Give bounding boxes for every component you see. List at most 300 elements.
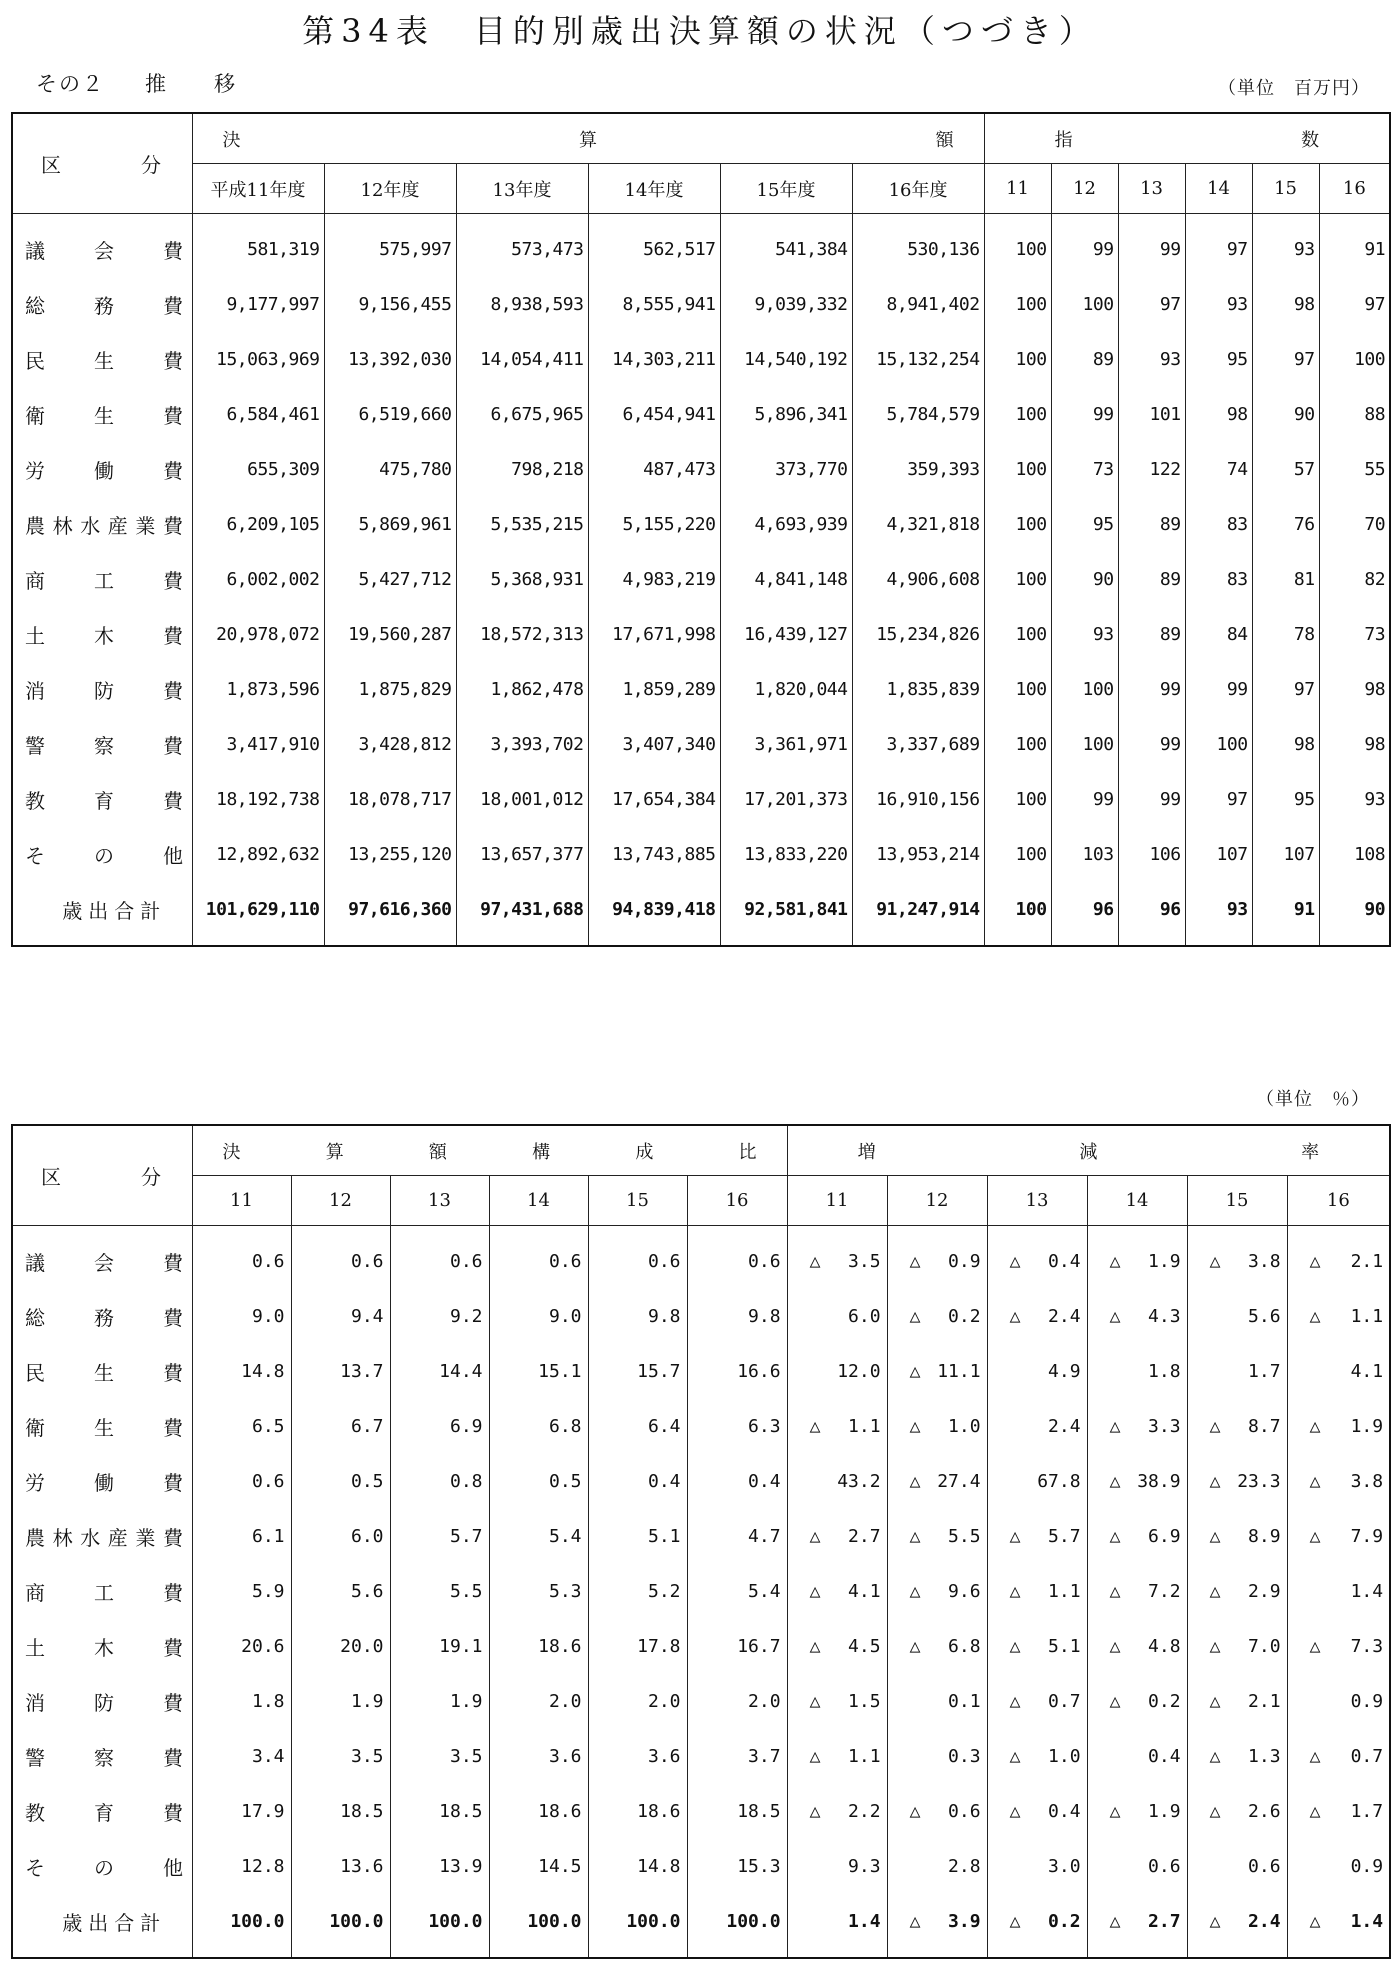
decrease-triangle-mark: △ (1009, 1306, 1021, 1327)
amount-cell: 13,657,377 (456, 827, 588, 882)
rate-value: 11.1 (937, 1361, 981, 1382)
ratio-cell: 0.6 (192, 1454, 291, 1509)
rate-value: 4.5 (848, 1636, 881, 1657)
index-cell: 83 (1185, 497, 1252, 552)
decrease-triangle-mark: △ (1109, 1471, 1121, 1492)
ratio-cell: 3.5 (291, 1729, 390, 1784)
amount-cell: 94,839,418 (588, 882, 720, 946)
amount-cell: 16,910,156 (852, 772, 984, 827)
table-row (12, 1564, 1390, 1619)
index-cell: 97 (1319, 277, 1390, 332)
ratio-cell: 6.7 (291, 1399, 390, 1454)
ratio-cell: 9.8 (588, 1289, 687, 1344)
ratio-cell: 0.6 (687, 1226, 787, 1290)
decrease-triangle-mark: △ (1109, 1306, 1121, 1327)
rate-cell (787, 1509, 887, 1564)
rate-cell (787, 1894, 887, 1958)
amount-cell: 5,869,961 (324, 497, 456, 552)
rate-cell (987, 1784, 1087, 1839)
row-label (12, 1289, 192, 1344)
row-label-text: 労働費 (25, 459, 183, 483)
rate-value: 7.0 (1248, 1636, 1281, 1657)
index-cell: 76 (1252, 497, 1319, 552)
table-row (12, 497, 1390, 552)
ratio-cell: 4.7 (687, 1509, 787, 1564)
index-cell: 97 (1185, 772, 1252, 827)
rate-value: 0.4 (1048, 1251, 1081, 1272)
year-header: 14年度 (588, 164, 720, 214)
row-label-text: 衛生費 (25, 1416, 183, 1440)
subtitle (36, 68, 237, 98)
rate-value: 1.3 (1248, 1746, 1281, 1767)
table-row (12, 214, 1390, 278)
ratio-cell: 6.1 (192, 1509, 291, 1564)
ratio-cell: 16.6 (687, 1344, 787, 1399)
decrease-triangle-mark: △ (1209, 1691, 1221, 1712)
rate-group-char: 減 (1079, 1141, 1098, 1163)
ratio-cell: 6.8 (489, 1399, 588, 1454)
decrease-triangle-mark: △ (1109, 1416, 1121, 1437)
index-cell: 93 (1319, 772, 1390, 827)
ratio-cell: 0.4 (588, 1454, 687, 1509)
rate-value: 1.9 (1148, 1801, 1181, 1822)
decrease-triangle-mark: △ (1209, 1471, 1221, 1492)
year-header: 13年度 (456, 164, 588, 214)
amount-cell: 17,201,373 (720, 772, 852, 827)
row-label (12, 552, 192, 607)
rate-value: 0.4 (1048, 1801, 1081, 1822)
ratio-cell: 100.0 (291, 1894, 390, 1958)
ratio-cell: 0.5 (291, 1454, 390, 1509)
row-label-text: 労働費 (25, 1471, 183, 1495)
index-cell: 82 (1319, 552, 1390, 607)
rate-cell (1087, 1619, 1187, 1674)
decrease-triangle-mark: △ (909, 1911, 921, 1932)
ratio-cell: 9.8 (687, 1289, 787, 1344)
decrease-triangle-mark: △ (1009, 1581, 1021, 1602)
page-title: 第34表 目的別歳出決算額の状況（つづき） (302, 12, 1098, 50)
rate-value: 2.6 (1248, 1801, 1281, 1822)
table-row (12, 1784, 1390, 1839)
amount-cell: 8,555,941 (588, 277, 720, 332)
rate-value: 23.3 (1237, 1471, 1281, 1492)
rate-value: 4.1 (848, 1581, 881, 1602)
ratio-group-char: 算 (325, 1141, 344, 1163)
row-label (12, 387, 192, 442)
decrease-triangle-mark: △ (1009, 1801, 1021, 1822)
rate-cell (1187, 1226, 1287, 1290)
index-cell: 97 (1252, 662, 1319, 717)
table-row (12, 1839, 1390, 1894)
row-label (12, 1839, 192, 1894)
decrease-triangle-mark: △ (909, 1636, 921, 1657)
index-cell: 100 (984, 662, 1051, 717)
index-cell: 96 (1118, 882, 1185, 946)
amount-cell: 20,978,072 (192, 607, 324, 662)
rate-value: 0.9 (948, 1251, 981, 1272)
row-label-text: 総務費 (25, 1306, 183, 1330)
index-cell: 88 (1319, 387, 1390, 442)
index-cell: 97 (1118, 277, 1185, 332)
rate-cell (787, 1784, 887, 1839)
rate-value: 2.4 (1048, 1416, 1081, 1437)
rate-value: 4.8 (1148, 1636, 1181, 1657)
amount-cell: 4,983,219 (588, 552, 720, 607)
rate-group-char: 率 (1301, 1141, 1320, 1163)
table-row (12, 1399, 1390, 1454)
amount-cell: 3,407,340 (588, 717, 720, 772)
index-cell: 95 (1252, 772, 1319, 827)
ratio-group-char: 決 (222, 1141, 241, 1163)
decrease-triangle-mark: △ (1109, 1691, 1121, 1712)
rate-value: 1.9 (1350, 1416, 1384, 1437)
ratio-cell: 13.6 (291, 1839, 390, 1894)
ratio-cell: 5.1 (588, 1509, 687, 1564)
year-header: 12年度 (324, 164, 456, 214)
amount-cell: 3,428,812 (324, 717, 456, 772)
amount-cell: 655,309 (192, 442, 324, 497)
table-row (12, 1509, 1390, 1564)
ratio-cell: 15.1 (489, 1344, 588, 1399)
amount-cell: 101,629,110 (192, 882, 324, 946)
index-cell: 99 (1118, 214, 1185, 278)
rate-cell (787, 1289, 887, 1344)
amount-cell: 13,833,220 (720, 827, 852, 882)
amount-cell: 13,953,214 (852, 827, 984, 882)
decrease-triangle-mark: △ (1009, 1911, 1021, 1932)
table-row (12, 717, 1390, 772)
rate-value: 43.2 (837, 1471, 881, 1492)
rate-cell (987, 1454, 1087, 1509)
rate-cell (1187, 1509, 1287, 1564)
rate-year-header: 11 (787, 1176, 887, 1226)
row-label (12, 1894, 192, 1958)
rate-cell (787, 1344, 887, 1399)
ratio-cell: 6.9 (390, 1399, 489, 1454)
amount-cell: 3,393,702 (456, 717, 588, 772)
table-row (12, 1344, 1390, 1399)
decrease-triangle-mark: △ (1109, 1581, 1121, 1602)
ratio-cell: 9.0 (192, 1289, 291, 1344)
row-label (12, 277, 192, 332)
ratio-cell: 1.8 (192, 1674, 291, 1729)
amount-cell: 13,743,885 (588, 827, 720, 882)
ratio-cell: 18.6 (489, 1619, 588, 1674)
index-cell: 90 (1319, 882, 1390, 946)
ratio-cell: 6.3 (687, 1399, 787, 1454)
index-cell: 73 (1051, 442, 1118, 497)
index-cell: 57 (1252, 442, 1319, 497)
ratio-cell: 18.5 (291, 1784, 390, 1839)
amount-cell: 5,155,220 (588, 497, 720, 552)
rate-cell (1287, 1894, 1390, 1958)
row-label (12, 1729, 192, 1784)
decrease-triangle-mark: △ (1309, 1471, 1321, 1492)
ratio-cell: 18.6 (588, 1784, 687, 1839)
rate-cell (1187, 1344, 1287, 1399)
index-cell: 100 (1051, 277, 1118, 332)
rate-group-char: 増 (857, 1141, 876, 1163)
ratio-cell: 14.5 (489, 1839, 588, 1894)
row-label-text: 教育費 (25, 1801, 183, 1825)
rate-value: 1.4 (848, 1911, 881, 1932)
index-cell: 70 (1319, 497, 1390, 552)
rate-value: 1.7 (1248, 1361, 1281, 1382)
amount-cell: 798,218 (456, 442, 588, 497)
table-row (12, 1729, 1390, 1784)
rate-value: 0.6 (1148, 1856, 1181, 1877)
rate-cell (1187, 1619, 1287, 1674)
ratio-cell: 17.9 (192, 1784, 291, 1839)
amount-cell: 1,835,839 (852, 662, 984, 717)
amount-cell: 4,321,818 (852, 497, 984, 552)
ratio-cell: 5.9 (192, 1564, 291, 1619)
rate-cell (787, 1729, 887, 1784)
amount-group-char: 額 (935, 129, 954, 151)
total-row (12, 1894, 1390, 1958)
row-label-text: 商工費 (25, 569, 183, 593)
index-cell: 100 (984, 827, 1051, 882)
index-cell: 101 (1118, 387, 1185, 442)
decrease-triangle-mark: △ (1009, 1746, 1021, 1767)
row-label (12, 827, 192, 882)
row-label (12, 442, 192, 497)
decrease-triangle-mark: △ (1309, 1801, 1321, 1822)
index-cell: 107 (1252, 827, 1319, 882)
ratio-cell: 17.8 (588, 1619, 687, 1674)
rate-cell (1087, 1344, 1187, 1399)
decrease-triangle-mark: △ (809, 1581, 821, 1602)
rate-cell (1187, 1564, 1287, 1619)
subtitle-name: 推 移 (145, 72, 237, 96)
decrease-triangle-mark: △ (1209, 1416, 1221, 1437)
amount-cell: 9,156,455 (324, 277, 456, 332)
rate-year-header: 16 (1287, 1176, 1390, 1226)
index-cell: 89 (1118, 607, 1185, 662)
decrease-triangle-mark: △ (809, 1526, 821, 1547)
decrease-triangle-mark: △ (1209, 1746, 1221, 1767)
decrease-triangle-mark: △ (1209, 1526, 1221, 1547)
decrease-triangle-mark: △ (809, 1636, 821, 1657)
rate-cell (987, 1729, 1087, 1784)
index-year-header: 11 (984, 164, 1051, 214)
amount-cell: 562,517 (588, 214, 720, 278)
decrease-triangle-mark: △ (1009, 1251, 1021, 1272)
table-row (12, 552, 1390, 607)
ratio-cell: 3.6 (489, 1729, 588, 1784)
rate-cell (987, 1399, 1087, 1454)
amount-cell: 1,862,478 (456, 662, 588, 717)
table-row (12, 1226, 1390, 1290)
amount-cell: 16,439,127 (720, 607, 852, 662)
table-row (12, 772, 1390, 827)
decrease-triangle-mark: △ (809, 1691, 821, 1712)
ratio-cell: 5.3 (489, 1564, 588, 1619)
rate-value: 67.8 (1037, 1471, 1081, 1492)
amount-cell: 15,063,969 (192, 332, 324, 387)
ratio-cell: 100.0 (390, 1894, 489, 1958)
index-cell: 81 (1252, 552, 1319, 607)
decrease-triangle-mark: △ (1209, 1801, 1221, 1822)
ratio-cell: 3.4 (192, 1729, 291, 1784)
amount-group-header (192, 113, 984, 164)
index-cell: 89 (1051, 332, 1118, 387)
rate-cell (1287, 1454, 1390, 1509)
rate-cell (887, 1289, 987, 1344)
rate-value: 3.0 (1048, 1856, 1081, 1877)
rate-cell (1087, 1454, 1187, 1509)
index-cell: 93 (1252, 214, 1319, 278)
ratio-cell: 9.4 (291, 1289, 390, 1344)
rate-value: 2.4 (1048, 1306, 1081, 1327)
amount-cell: 18,078,717 (324, 772, 456, 827)
amount-cell: 97,616,360 (324, 882, 456, 946)
decrease-triangle-mark: △ (809, 1801, 821, 1822)
index-cell: 99 (1051, 214, 1118, 278)
rate-cell (987, 1839, 1087, 1894)
amount-cell: 5,535,215 (456, 497, 588, 552)
ratio-cell: 9.0 (489, 1289, 588, 1344)
decrease-triangle-mark: △ (1109, 1911, 1121, 1932)
ratio-cell: 6.0 (291, 1509, 390, 1564)
rate-cell (1287, 1784, 1390, 1839)
index-year-header: 15 (1252, 164, 1319, 214)
ratio-cell: 5.6 (291, 1564, 390, 1619)
ratio-cell: 1.9 (291, 1674, 390, 1729)
amount-cell: 6,675,965 (456, 387, 588, 442)
decrease-triangle-mark: △ (1209, 1911, 1221, 1932)
row-label-text: その他 (25, 1856, 183, 1880)
decrease-triangle-mark: △ (1309, 1911, 1321, 1932)
index-group-char: 指 (1054, 129, 1073, 151)
rate-value: 0.6 (948, 1801, 981, 1822)
row-label-text: 土木費 (25, 1636, 183, 1660)
table-row (12, 662, 1390, 717)
row-label (12, 1344, 192, 1399)
ratio-year-header: 14 (489, 1176, 588, 1226)
decrease-triangle-mark: △ (1209, 1636, 1221, 1657)
rate-year-header: 14 (1087, 1176, 1187, 1226)
amount-cell: 8,938,593 (456, 277, 588, 332)
rate-cell (1187, 1729, 1287, 1784)
index-cell: 98 (1252, 717, 1319, 772)
rate-value: 0.2 (1148, 1691, 1181, 1712)
amount-cell: 14,540,192 (720, 332, 852, 387)
ratio-cell: 0.8 (390, 1454, 489, 1509)
decrease-triangle-mark: △ (809, 1416, 821, 1437)
rate-cell (1287, 1344, 1390, 1399)
amount-cell: 13,255,120 (324, 827, 456, 882)
row-label-text: 土木費 (25, 624, 183, 648)
index-cell: 74 (1185, 442, 1252, 497)
rate-cell (1087, 1399, 1187, 1454)
ratio-group-char: 額 (428, 1141, 447, 1163)
table-row (12, 827, 1390, 882)
index-cell: 108 (1319, 827, 1390, 882)
amount-cell: 5,427,712 (324, 552, 456, 607)
rate-cell (1087, 1729, 1187, 1784)
rate-value: 12.0 (837, 1361, 881, 1382)
index-cell: 107 (1185, 827, 1252, 882)
rate-value: 0.9 (1350, 1691, 1384, 1712)
rate-value: 0.2 (1048, 1911, 1081, 1932)
index-cell: 100 (1051, 662, 1118, 717)
rate-cell (987, 1226, 1087, 1290)
rate-value: 7.2 (1148, 1581, 1181, 1602)
row-label-text: 議会費 (25, 239, 183, 263)
index-cell: 99 (1118, 772, 1185, 827)
rate-value: 2.9 (1248, 1581, 1281, 1602)
index-cell: 89 (1118, 497, 1185, 552)
amount-cell: 4,693,939 (720, 497, 852, 552)
rate-cell (1187, 1454, 1287, 1509)
ratio-cell: 18.6 (489, 1784, 588, 1839)
composition-rate-table (11, 1124, 1391, 1959)
amount-cell: 6,519,660 (324, 387, 456, 442)
ratio-cell: 100.0 (489, 1894, 588, 1958)
index-cell: 100 (984, 717, 1051, 772)
index-year-header: 14 (1185, 164, 1252, 214)
rate-cell (1287, 1619, 1390, 1674)
rate-value: 1.9 (1148, 1251, 1181, 1272)
rate-value: 2.4 (1248, 1911, 1281, 1932)
row-label-text: 民生費 (25, 1361, 183, 1385)
rate-value: 5.6 (1248, 1306, 1281, 1327)
row-label-text: 商工費 (25, 1581, 183, 1605)
decrease-triangle-mark: △ (1309, 1416, 1321, 1437)
index-cell: 103 (1051, 827, 1118, 882)
rate-value: 0.2 (948, 1306, 981, 1327)
rate-value: 0.3 (948, 1746, 981, 1767)
rate-value: 9.3 (848, 1856, 881, 1877)
rate-cell (887, 1399, 987, 1454)
index-cell: 78 (1252, 607, 1319, 662)
ratio-cell: 19.1 (390, 1619, 489, 1674)
rate-year-header: 15 (1187, 1176, 1287, 1226)
total-row (12, 882, 1390, 946)
row-label (12, 497, 192, 552)
row-label (12, 1784, 192, 1839)
index-cell: 95 (1185, 332, 1252, 387)
ratio-cell: 0.6 (291, 1226, 390, 1290)
amount-cell: 18,192,738 (192, 772, 324, 827)
ratio-cell: 20.0 (291, 1619, 390, 1674)
ratio-cell: 13.9 (390, 1839, 489, 1894)
row-label (12, 1399, 192, 1454)
amount-cell: 487,473 (588, 442, 720, 497)
ratio-cell: 5.5 (390, 1564, 489, 1619)
index-cell: 93 (1185, 882, 1252, 946)
decrease-triangle-mark: △ (1309, 1526, 1321, 1547)
rate-value: 4.9 (1048, 1361, 1081, 1382)
rate-cell (1287, 1509, 1390, 1564)
index-cell: 100 (1051, 717, 1118, 772)
index-year-header: 12 (1051, 164, 1118, 214)
amount-cell: 91,247,914 (852, 882, 984, 946)
ratio-group-header (192, 1125, 787, 1176)
amount-cell: 6,002,002 (192, 552, 324, 607)
index-cell: 100 (984, 552, 1051, 607)
amount-cell: 13,392,030 (324, 332, 456, 387)
decrease-triangle-mark: △ (1209, 1581, 1221, 1602)
index-cell: 73 (1319, 607, 1390, 662)
index-group-header (984, 113, 1390, 164)
ratio-cell: 0.6 (588, 1226, 687, 1290)
rate-cell (887, 1564, 987, 1619)
rate-cell (1087, 1564, 1187, 1619)
rate-value: 6.8 (948, 1636, 981, 1657)
rate-cell (1287, 1839, 1390, 1894)
